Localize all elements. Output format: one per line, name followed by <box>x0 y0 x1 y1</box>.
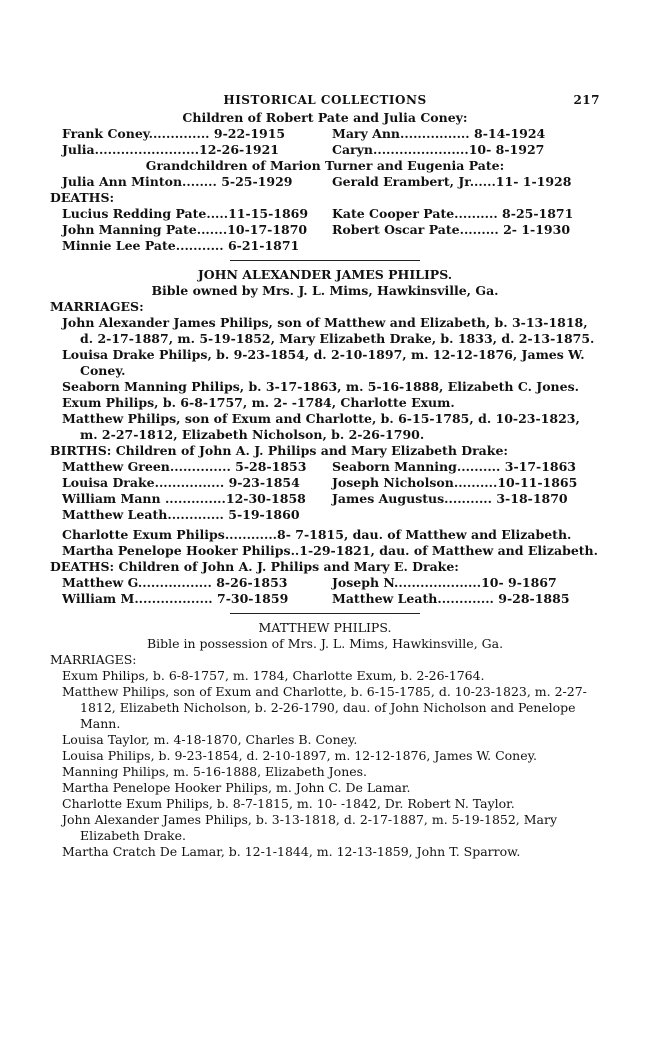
deaths-label: DEATHS: <box>50 559 115 574</box>
entry <box>332 238 600 254</box>
list-item: Charlotte Exum Philips............8- 7-1815, dau. of Matthew and Elizabeth. <box>62 527 572 542</box>
list-item: Louisa Philips, b. 9-23-1854, d. 2-10-1897, m. 12-12-1876, James W. Coney. <box>62 748 537 763</box>
entry: Robert Oscar Pate......... 2- 1-1930 <box>332 222 571 237</box>
table-row <box>62 222 600 238</box>
list-item: John Alexander James Philips, son of Matthew and Elizabeth, b. 3-13-1818, d. 2-17-1887, m. 5-19-1852, Mary Elizabeth Drake, b. 1833, d. 2-13-1875. <box>62 315 595 346</box>
entry: Matthew Leath............. 9-28-1885 <box>332 591 570 606</box>
entry: Julia Ann Minton........ 5-25-1929 <box>62 174 293 189</box>
list-item: Matthew Philips, son of Exum and Charlotte, b. 6-15-1785, d. 10-23-1823, m. 2-27-1812, Elizabeth Nicholson, b. 2-26-1790. <box>62 411 580 442</box>
table-row <box>62 238 600 254</box>
deaths-heading: Children of John A. J. Philips and Mary E. Drake: <box>118 559 459 574</box>
entry: Lucius Redding Pate.....11-15-1869 <box>62 206 309 221</box>
entry: Matthew G................. 8-26-1853 <box>62 575 288 590</box>
marriages-label: MARRIAGES: <box>50 652 137 667</box>
entry: Caryn......................10- 8-1927 <box>332 142 545 157</box>
deaths-label: DEATHS: <box>50 190 115 205</box>
grandchildren-heading: Grandchildren of Marion Turner and Eugenia Pate: <box>145 158 505 173</box>
table-row <box>62 475 600 491</box>
page-number: 217 <box>573 93 600 107</box>
entry: Matthew Green.............. 5-28-1853 <box>62 459 307 474</box>
table-row <box>62 206 600 222</box>
table-row <box>62 575 600 591</box>
section-subtitle: Bible in possession of Mrs. J. L. Mims, Hawkinsville, Ga. <box>146 636 504 651</box>
divider <box>230 613 420 614</box>
section-matthew-philips <box>50 620 600 860</box>
section-pate <box>50 110 600 254</box>
entry: Minnie Lee Pate........... 6-21-1871 <box>62 238 300 253</box>
entry: William Mann ..............12-30-1858 <box>62 491 306 506</box>
section-john-philips <box>50 267 600 443</box>
table-row <box>62 459 600 475</box>
entry: Julia........................12-26-1921 <box>62 142 279 157</box>
section-title: JOHN ALEXANDER JAMES PHILIPS. <box>197 267 453 282</box>
entry: James Augustus........... 3-18-1870 <box>332 491 568 506</box>
list-item: Seaborn Manning Philips, b. 3-17-1863, m. 5-16-1888, Elizabeth C. Jones. <box>62 379 579 394</box>
table-row <box>62 591 600 607</box>
list-item: Manning Philips, m. 5-16-1888, Elizabeth Jones. <box>62 764 368 779</box>
list-item: Matthew Philips, son of Exum and Charlotte, b. 6-15-1785, d. 10-23-1823, m. 2-27-1812, Elizabeth Nicholson, b. 2-26-1790, dau. of John Nicholson and Penelope Mann. <box>62 684 587 731</box>
list-item: John Alexander James Philips, b. 3-13-1818, d. 2-17-1887, m. 5-19-1852, Mary Elizabeth Drake. <box>62 812 558 843</box>
entry: Frank Coney.............. 9-22-1915 <box>62 126 286 141</box>
list-item: Louisa Drake Philips, b. 9-23-1854, d. 2-10-1897, m. 12-12-1876, James W. Coney. <box>62 347 585 378</box>
entry: Joseph Nicholson..........10-11-1865 <box>332 475 578 490</box>
list-item: Martha Penelope Hooker Philips, m. John C. De Lamar. <box>62 780 411 795</box>
entry: Matthew Leath............. 5-19-1860 <box>62 507 300 522</box>
entry: Mary Ann................ 8-14-1924 <box>332 126 546 141</box>
table-row <box>62 126 600 142</box>
list-item: Charlotte Exum Philips, b. 8-7-1815, m. 10- -1842, Dr. Robert N. Taylor. <box>62 796 515 811</box>
entry: Joseph N....................10- 9-1867 <box>332 575 557 590</box>
divider <box>230 260 420 261</box>
entry: Louisa Drake................ 9-23-1854 <box>62 475 300 490</box>
list-item: Exum Philips, b. 6-8-1757, m. 1784, Charlotte Exum, b. 2-26-1764. <box>62 668 485 683</box>
entry <box>332 507 600 523</box>
page-header <box>50 92 600 110</box>
table-row <box>62 174 600 190</box>
entry: William M.................. 7-30-1859 <box>62 591 289 606</box>
entry: John Manning Pate.......10-17-1870 <box>62 222 308 237</box>
section-title: MATTHEW PHILIPS. <box>258 620 392 635</box>
table-row <box>62 142 600 158</box>
table-row <box>62 507 600 523</box>
list-item: Martha Penelope Hooker Philips..1-29-1821, dau. of Matthew and Elizabeth. <box>62 543 598 558</box>
entry: Kate Cooper Pate.......... 8-25-1871 <box>332 206 574 221</box>
list-item: Exum Philips, b. 6-8-1757, m. 2- -1784, Charlotte Exum. <box>62 395 455 410</box>
running-title: HISTORICAL COLLECTIONS <box>223 93 427 107</box>
entry: Gerald Erambert, Jr......11- 1-1928 <box>332 174 572 189</box>
list-item: Martha Cratch De Lamar, b. 12-1-1844, m. 12-13-1859, John T. Sparrow. <box>62 844 521 859</box>
children-heading: Children of Robert Pate and Julia Coney: <box>182 110 468 125</box>
section-subtitle: Bible owned by Mrs. J. L. Mims, Hawkinsville, Ga. <box>151 283 499 298</box>
births-heading: Children of John A. J. Philips and Mary Elizabeth Drake: <box>115 443 509 458</box>
table-row <box>62 491 600 507</box>
marriages-label: MARRIAGES: <box>50 299 144 314</box>
section-john-births <box>50 443 600 607</box>
births-label: BIRTHS: <box>50 443 112 458</box>
list-item: Louisa Taylor, m. 4-18-1870, Charles B. Coney. <box>62 732 358 747</box>
entry: Seaborn Manning.......... 3-17-1863 <box>332 459 577 474</box>
